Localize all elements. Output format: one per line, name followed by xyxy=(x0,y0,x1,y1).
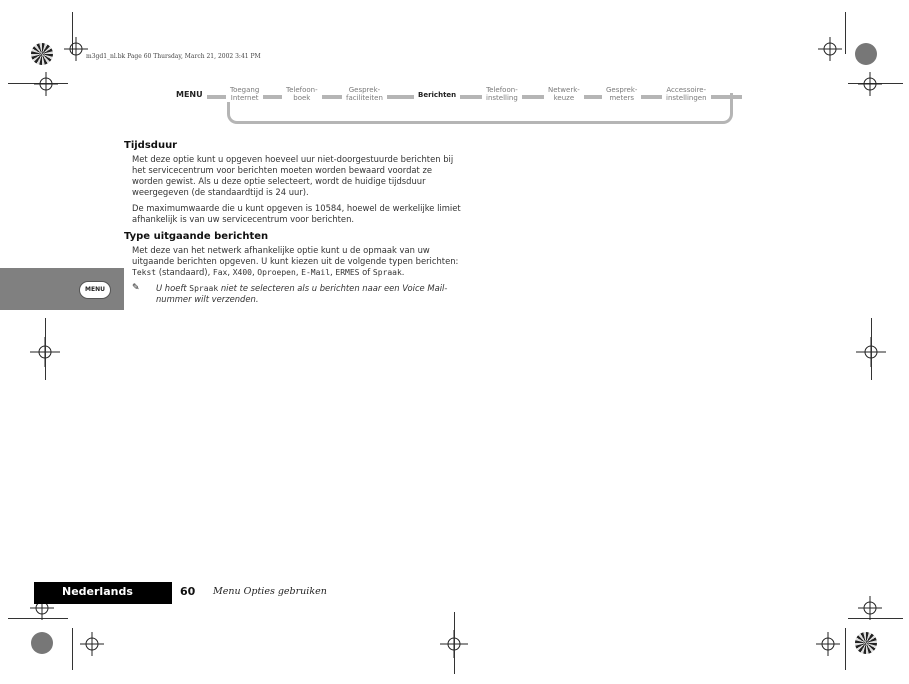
breadcrumb-item-gesprekfaciliteiten: Gesprek- faciliteiten xyxy=(342,86,387,102)
breadcrumb-item-berichten: Berichten xyxy=(414,91,460,99)
paragraph xyxy=(132,245,464,278)
registration-target-icon xyxy=(858,72,882,96)
text-run: , xyxy=(330,267,336,277)
registration-target-icon xyxy=(80,632,104,656)
note xyxy=(132,283,464,305)
registration-disc xyxy=(855,43,877,65)
breadcrumb-item-telefoonboek: Telefoon- boek xyxy=(282,86,322,102)
footer-language: Nederlands xyxy=(62,585,133,598)
note-icon: ✎ xyxy=(132,283,140,293)
text-run: , xyxy=(251,267,258,277)
breadcrumb-item-toegang-internet: Toegang Internet xyxy=(226,86,263,102)
text-run: (standaard), xyxy=(156,267,213,277)
option-oproepen: Oproepen xyxy=(257,268,296,277)
section-title-type-uitgaande-berichten: Type uitgaande berichten xyxy=(124,231,269,242)
option-x400: X400 xyxy=(232,268,252,277)
breadcrumb-item-gesprekmeters: Gesprek- meters xyxy=(602,86,641,102)
text-run: . xyxy=(401,267,405,277)
menu-key-icon: MENU xyxy=(79,281,111,299)
page-number: 60 xyxy=(180,585,196,598)
option-spraak: Spraak xyxy=(372,268,402,277)
paragraph: Met deze optie kunt u opgeven hoeveel uur niet-doorgestuurde berichten bij het servicecentrum voor berichten moeten worden bewaard voordat ze worden gewist. Als u deze optie selecteert, wordt de huidige tijdsduur weergegeven (de standaardtijd is 24 uur). xyxy=(132,154,454,197)
option-e-mail: E-Mail xyxy=(301,268,331,277)
paragraph: De maximumwaarde die u kunt opgeven is 10584, hoewel de werkelijke limiet afhankelijk is van uw servicecentrum voor berichten. xyxy=(132,203,461,224)
registration-disc xyxy=(31,43,53,65)
print-header: m3gd1_nl.bk Page 60 Thursday, March 21, 2002 3:41 PM xyxy=(86,53,261,60)
text-run: , xyxy=(295,267,302,277)
registration-target-icon xyxy=(64,37,88,61)
option-ermes: ERMES xyxy=(335,268,360,277)
text-run: , xyxy=(227,267,233,277)
text-run: Met deze van het netwerk afhankelijke optie kunt u de opmaak van uw uitgaande berichten opgeven. U kunt kiezen uit de volgende typen berichten: xyxy=(132,245,459,266)
registration-target-icon xyxy=(858,596,882,620)
text-run: niet te selecteren als u berichten naar een Voice Mail-nummer wilt verzenden. xyxy=(156,283,448,304)
option-spraak: Spraak xyxy=(189,284,219,293)
registration-disc xyxy=(855,632,877,654)
registration-disc xyxy=(31,632,53,654)
registration-target-icon xyxy=(818,37,842,61)
breadcrumb-item-netwerkkeuze: Netwerk- keuze xyxy=(544,86,584,102)
breadcrumb-item-accessoire-instellingen: Accessoire- instellingen xyxy=(662,86,711,102)
chapter-side-tab xyxy=(0,268,124,310)
page-content xyxy=(124,140,464,305)
text-run: U hoeft xyxy=(156,283,190,293)
option-tekst: Tekst xyxy=(132,268,157,277)
registration-target-icon xyxy=(34,72,58,96)
option-fax: Fax xyxy=(212,268,228,277)
registration-target-icon xyxy=(816,632,840,656)
breadcrumb-item-telefooninstelling: Telefoon- instelling xyxy=(482,86,522,102)
text-run: of xyxy=(359,267,373,277)
menu-breadcrumb xyxy=(172,83,772,128)
section-title-tijdsduur: Tijdsduur xyxy=(124,140,178,151)
footer-section-title: Menu Opties gebruiken xyxy=(213,586,327,597)
breadcrumb-menu: MENU xyxy=(172,91,207,99)
